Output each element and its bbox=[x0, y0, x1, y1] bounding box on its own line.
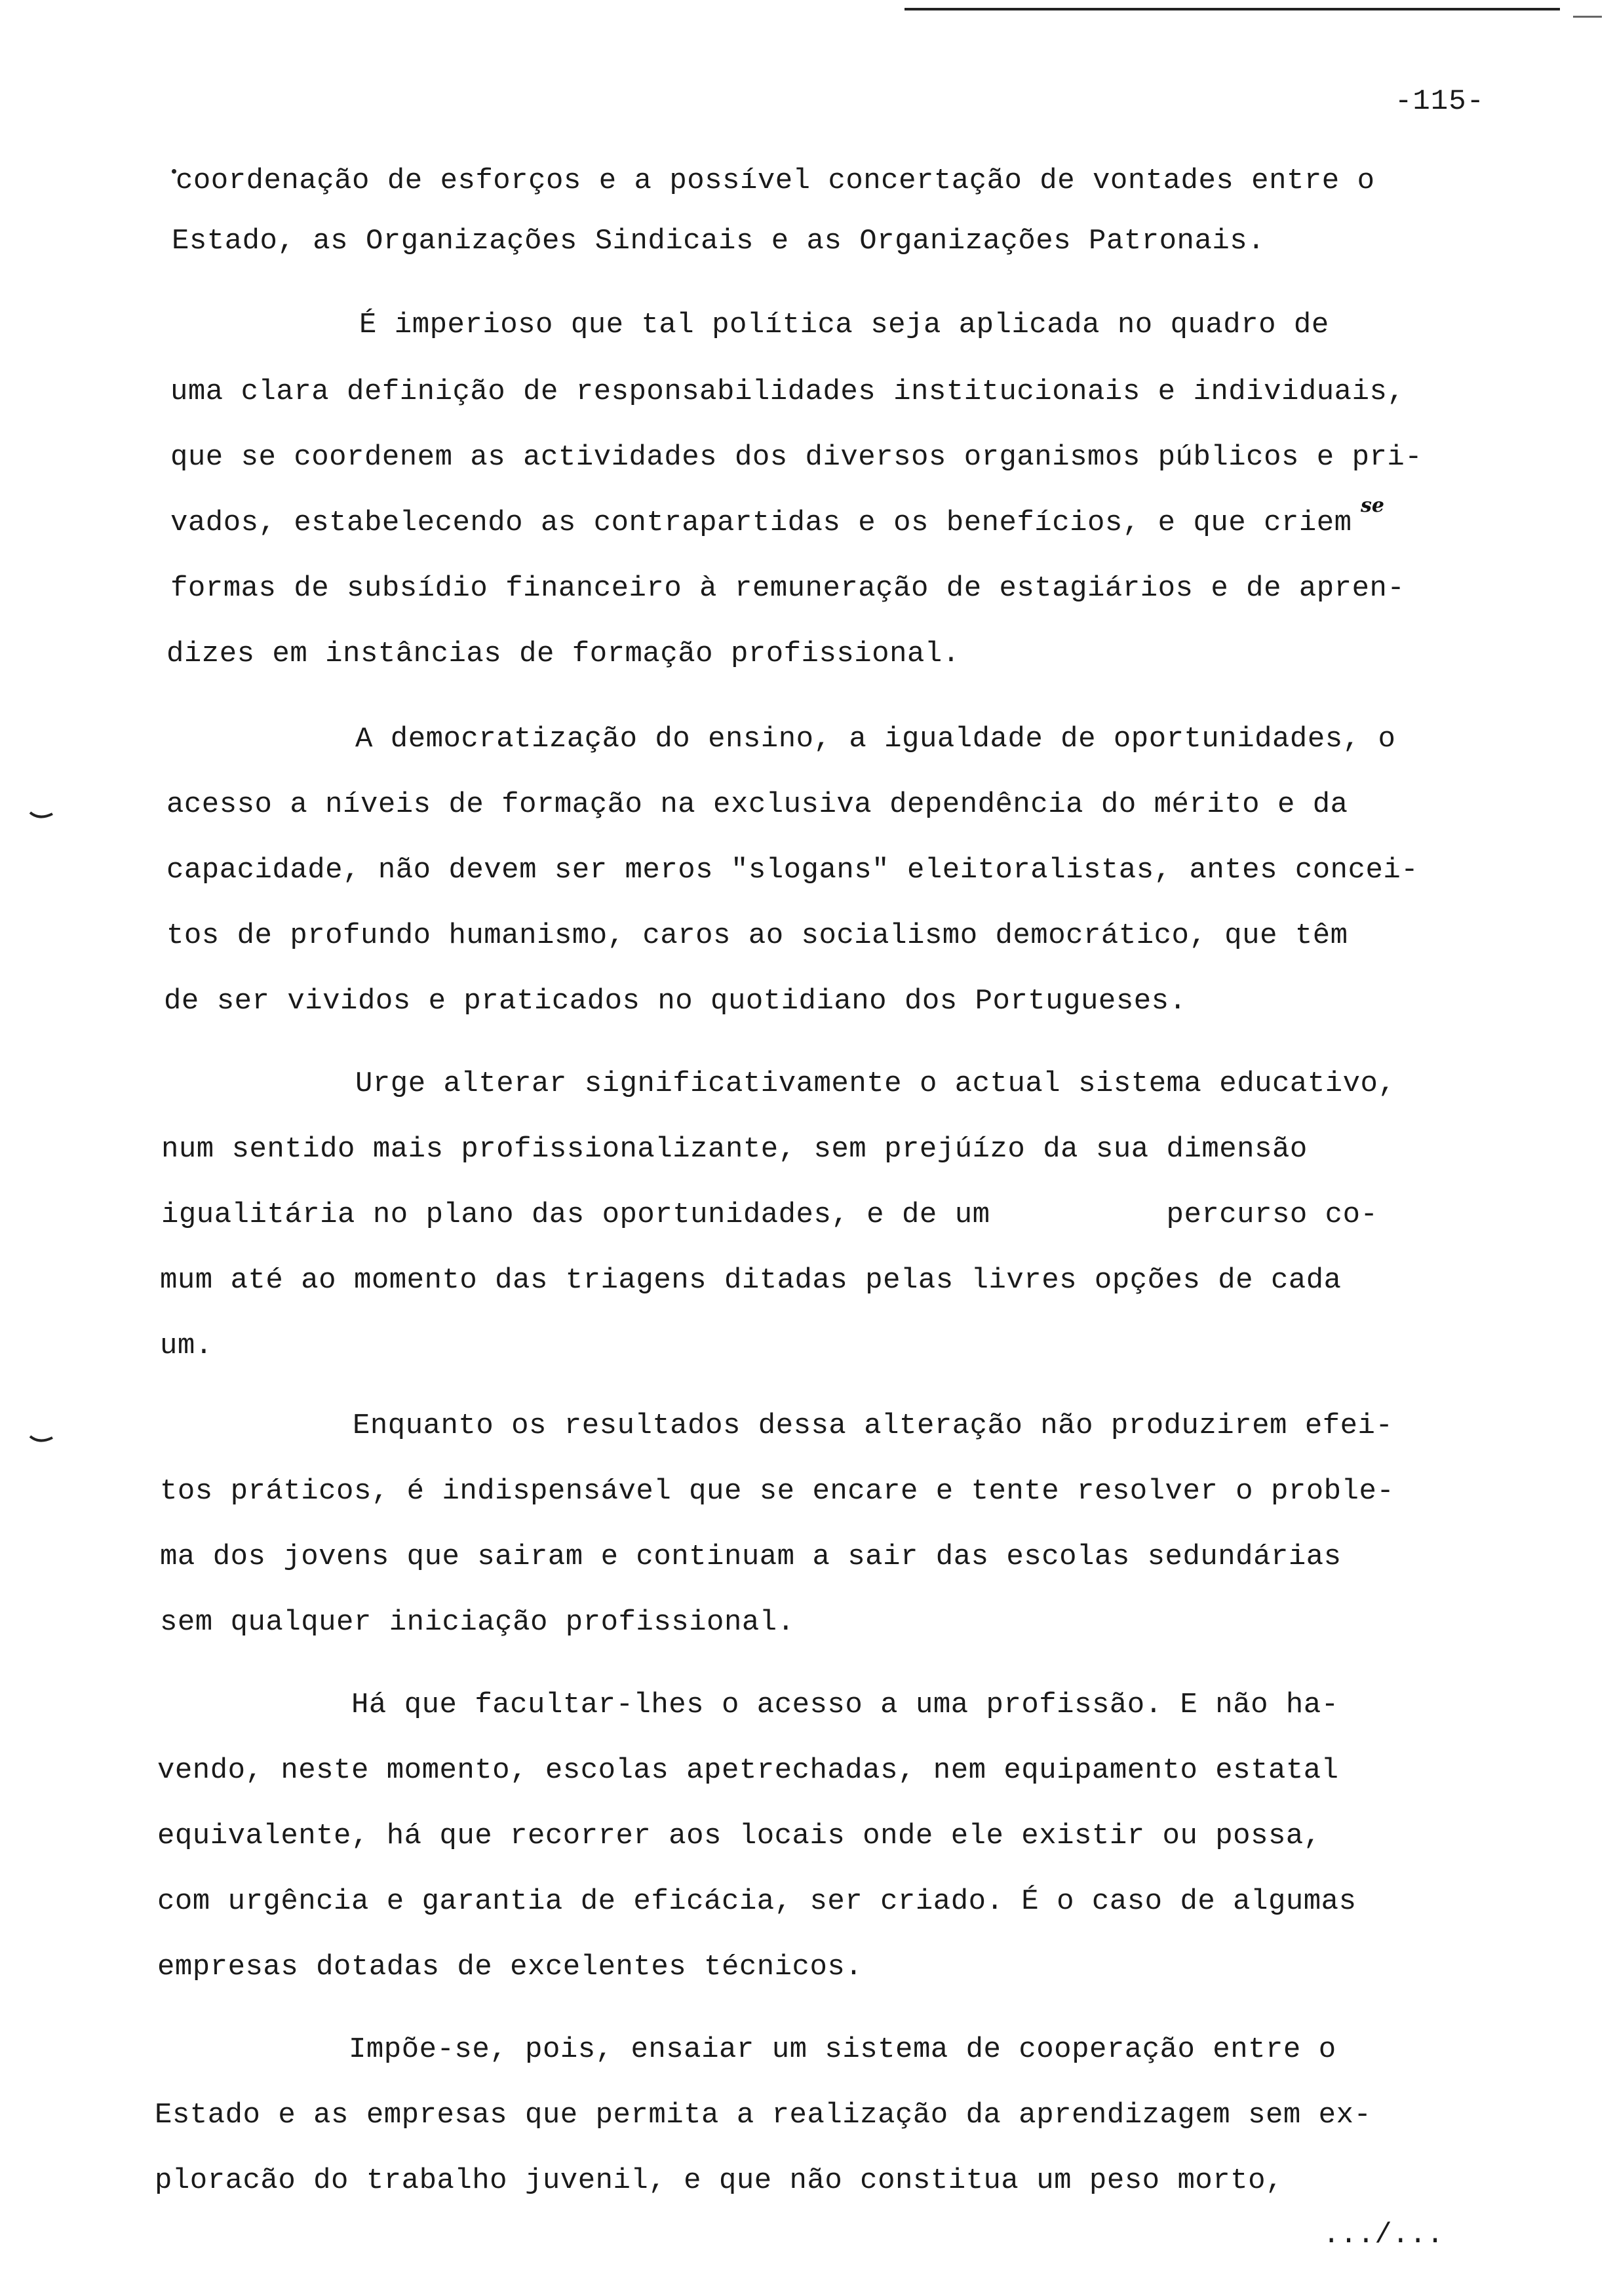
text-line: Enquanto os resultados dessa alteração não produzirem efei- bbox=[353, 1409, 1393, 1442]
text-line: num sentido mais profissionalizante, sem prejúízo da sua dimensão bbox=[161, 1133, 1308, 1166]
text-line: A democratização do ensino, a igualdade de oportunidades, o bbox=[355, 723, 1396, 756]
text-line: vados, estabelecendo as contrapartidas e os benefícios, e que criem bbox=[170, 507, 1352, 539]
margin-check-mark bbox=[29, 810, 55, 822]
text-line: um. bbox=[160, 1330, 213, 1362]
text-line: Estado, as Organizações Sindicais e as Organizações Patronais. bbox=[172, 225, 1266, 258]
text-line: sem qualquer iniciação profissional. bbox=[160, 1606, 795, 1639]
text-line: Impõe-se, pois, ensaiar um sistema de cooperação entre o bbox=[349, 2033, 1336, 2066]
text-line: capacidade, não devem ser meros "slogans" eleitoralistas, antes concei- bbox=[166, 854, 1419, 887]
text-line: tos de profundo humanismo, caros ao socialismo democrático, que têm bbox=[166, 919, 1348, 952]
text-line: vendo, neste momento, escolas apetrechadas, nem equipamento estatal bbox=[157, 1754, 1339, 1787]
continuation-marker: .../... bbox=[1323, 2219, 1444, 2251]
text-line: mum até ao momento das triagens ditadas pelas livres opções de cada bbox=[160, 1264, 1342, 1297]
text-line: tos práticos, é indispensável que se encare e tente resolver o proble- bbox=[160, 1475, 1395, 1508]
text-line: coordenação de esforços e a possível concertação de vontades entre o bbox=[176, 164, 1375, 197]
text-line: uma clara definição de responsabilidades institucionais e individuais, bbox=[170, 375, 1405, 408]
text-line: dizes em instâncias de formação profissional. bbox=[166, 638, 960, 670]
text-line: igualitária no plano das oportunidades, e de um percurso co- bbox=[161, 1198, 1378, 1231]
text-line: formas de subsídio financeiro à remuneração de estagiários e de apren- bbox=[170, 572, 1405, 605]
text-line: com urgência e garantia de eficácia, ser criado. É o caso de algumas bbox=[157, 1885, 1357, 1918]
text-line: empresas dotadas de excelentes técnicos. bbox=[157, 1951, 863, 1983]
margin-check-mark bbox=[29, 1434, 55, 1445]
text-line: de ser vividos e praticados no quotidiano dos Portugueses. bbox=[164, 985, 1187, 1018]
top-rule bbox=[905, 8, 1560, 10]
text-line: Há que facultar-lhes o acesso a uma profissão. E não ha- bbox=[351, 1689, 1339, 1721]
text-line: É imperioso que tal política seja aplicada no quadro de bbox=[359, 309, 1329, 341]
text-line: equivalente, há que recorrer aos locais onde ele existir ou possa, bbox=[157, 1820, 1321, 1852]
text-line: ma dos jovens que sairam e continuam a sair das escolas sedundárias bbox=[160, 1540, 1342, 1573]
page-number: -115- bbox=[1395, 85, 1485, 118]
text-line: que se coordenem as actividades dos diversos organismos públicos e pri- bbox=[170, 441, 1423, 474]
top-rule-fragment bbox=[1573, 16, 1602, 18]
handwritten-insertion-mark: se bbox=[1361, 494, 1384, 517]
text-line: Estado e as empresas que permita a realização da aprendizagem sem ex- bbox=[155, 2099, 1372, 2132]
text-line: ploracão do trabalho juvenil, e que não constitua um peso morto, bbox=[155, 2164, 1283, 2197]
text-line: Urge alterar significativamente o actual sistema educativo, bbox=[355, 1067, 1396, 1100]
text-line: acesso a níveis de formação na exclusiva dependência do mérito e da bbox=[166, 788, 1348, 821]
